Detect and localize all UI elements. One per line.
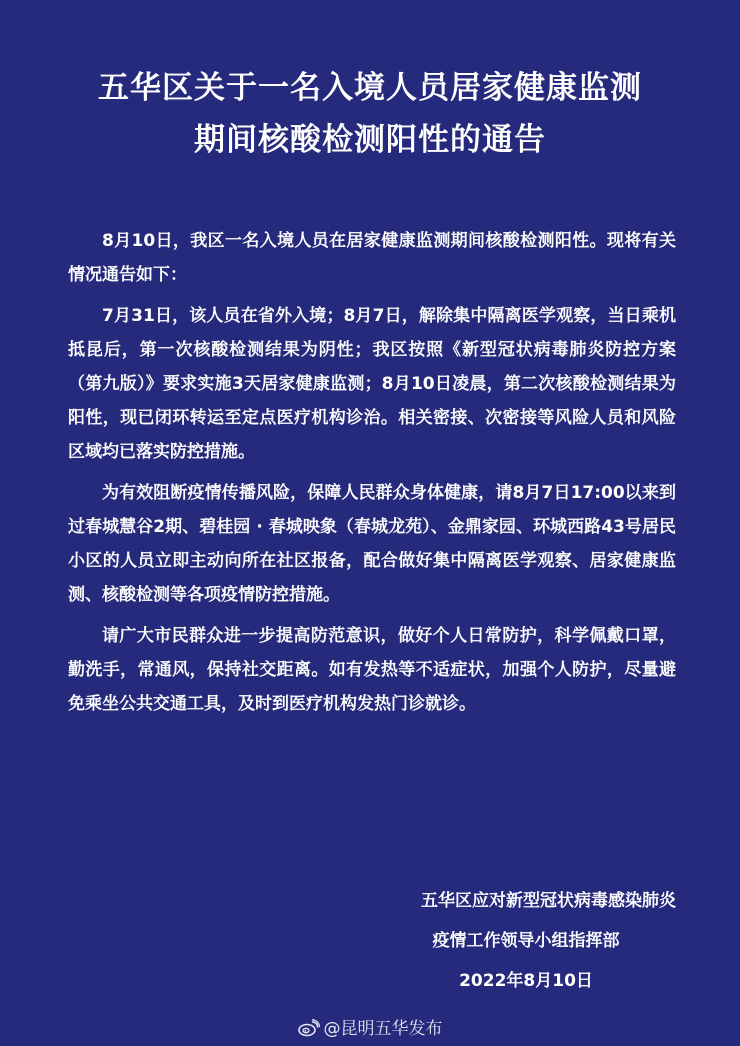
paragraph-intro: 8月10日，我区一名入境人员在居家健康监测期间核酸检测阳性。现将有关情况通告如下： [68,231,676,285]
weibo-icon [298,1019,320,1037]
paragraph-report-request: 为有效阻断疫情传播风险，保障人民群众身体健康，请8月7日17:00以来到过春城慧谷2期、碧桂园 · 春城映象（春城龙苑）、金鼎家园、环城西路43号居民小区的人员立即主动向所在社区报备，配合做好集中隔离医学观察、居家健康监测、核酸检测等各项疫情防控措施。 [68,483,676,605]
notice-title [40,62,700,166]
notice-date: 2022年8月10日 [459,971,593,991]
title-line-2: 期间核酸检测阳性的通告 [194,122,546,158]
watermark-text: @昆明五华发布 [323,1019,443,1039]
paragraph-case-details: 7月31日，该人员在省外入境；8月7日，解除集中隔离医学观察，当日乘机抵昆后，第一次核酸检测结果为阴性；我区按照《新型冠状病毒肺炎防控方案（第九版）》要求实施3天居家健康监测；8月10日凌晨，第二次核酸检测结果为阳性，现已闭环转运至定点医疗机构诊治。相关密接、次密接等风险人员和风险区域均已落实防控措施。 [68,306,676,462]
weibo-watermark [0,1014,740,1039]
notice-body [68,224,676,728]
title-line-1: 五华区关于一名入境人员居家健康监测 [98,70,642,106]
paragraph-prevention-advice: 请广大市民群众进一步提高防范意识，做好个人日常防护，科学佩戴口罩，勤洗手，常通风，保持社交距离。如有发热等不适症状，加强个人防护，尽量避免乘坐公共交通工具，及时到医疗机构发热门诊就诊。 [68,626,676,714]
signature-line-2: 疫情工作领导小组指挥部 [432,931,620,951]
signature-block [336,881,676,1001]
signature-line-1: 五华区应对新型冠状病毒感染肺炎 [421,891,676,911]
